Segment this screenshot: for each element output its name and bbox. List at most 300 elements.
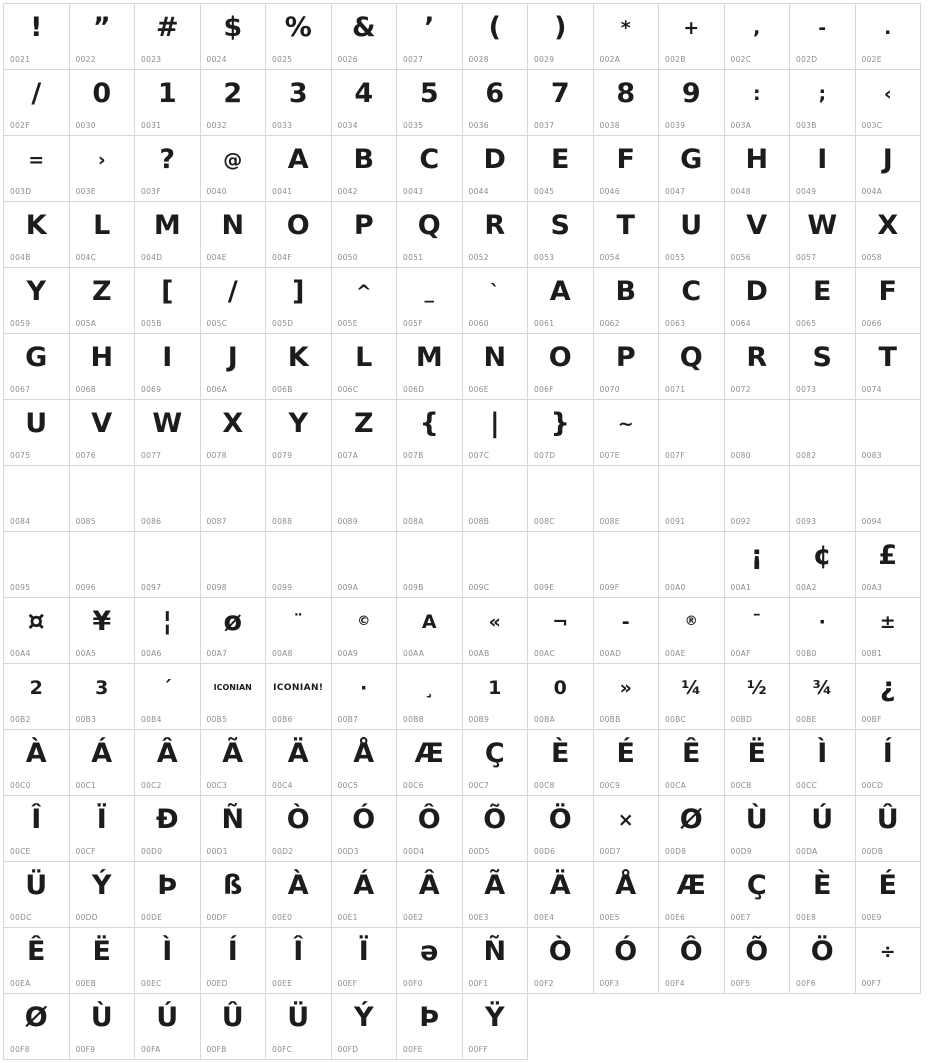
glyph-cell[interactable] (332, 70, 398, 136)
glyph-cell[interactable] (332, 466, 398, 532)
glyph-cell[interactable] (135, 136, 201, 202)
glyph-cell[interactable] (4, 862, 70, 928)
glyph-cell[interactable] (201, 466, 267, 532)
glyph-cell[interactable] (397, 532, 463, 598)
glyph-character: Õ (483, 804, 507, 835)
glyph-cell[interactable] (397, 796, 463, 862)
glyph-cell[interactable] (594, 202, 660, 268)
glyph-codepoint: 00AC (534, 649, 555, 658)
glyph-cell[interactable] (266, 598, 332, 664)
glyph-cell[interactable] (135, 334, 201, 400)
glyph-cell[interactable] (397, 202, 463, 268)
glyph-cell[interactable] (201, 664, 267, 730)
glyph-cell[interactable] (201, 994, 267, 1060)
glyph-cell[interactable] (332, 928, 398, 994)
glyph-cell[interactable] (135, 730, 201, 796)
glyph-codepoint: 007D (534, 451, 556, 460)
glyph-cell[interactable] (659, 202, 725, 268)
glyph-cell[interactable] (4, 4, 70, 70)
glyph-cell[interactable] (135, 466, 201, 532)
glyph-cell[interactable] (528, 268, 594, 334)
glyph-codepoint: 0063 (665, 319, 686, 328)
glyph-cell[interactable] (594, 4, 660, 70)
glyph-cell[interactable] (856, 664, 922, 730)
glyph-cell[interactable] (594, 268, 660, 334)
glyph-cell[interactable] (790, 70, 856, 136)
glyph-cell[interactable] (135, 862, 201, 928)
glyph-character: @ (223, 149, 243, 171)
glyph-cell[interactable] (201, 928, 267, 994)
glyph-cell[interactable] (266, 532, 332, 598)
glyph-codepoint: 0079 (272, 451, 293, 460)
glyph-cell[interactable] (594, 928, 660, 994)
glyph-cell[interactable] (725, 334, 791, 400)
glyph-codepoint: 00F5 (730, 979, 751, 988)
glyph-codepoint: 002D (796, 55, 818, 64)
glyph-cell[interactable] (135, 598, 201, 664)
glyph-cell[interactable] (594, 730, 660, 796)
glyph-cell[interactable] (201, 532, 267, 598)
glyph-cell[interactable] (332, 136, 398, 202)
glyph-cell[interactable] (790, 862, 856, 928)
glyph-cell[interactable] (266, 202, 332, 268)
glyph-cell[interactable] (135, 268, 201, 334)
glyph-cell[interactable] (201, 796, 267, 862)
glyph-cell[interactable] (397, 334, 463, 400)
glyph-character: S (812, 342, 832, 373)
glyph-cell[interactable] (332, 268, 398, 334)
glyph-character: H (90, 342, 114, 373)
glyph-cell[interactable] (266, 730, 332, 796)
glyph-cell[interactable] (4, 994, 70, 1060)
glyph-cell[interactable] (463, 268, 529, 334)
glyph-cell[interactable] (528, 532, 594, 598)
glyph-cell[interactable] (725, 70, 791, 136)
glyph-cell[interactable] (266, 928, 332, 994)
glyph-cell[interactable] (332, 202, 398, 268)
glyph-cell[interactable] (659, 466, 725, 532)
glyph-cell[interactable] (725, 4, 791, 70)
glyph-codepoint: 00F4 (665, 979, 685, 988)
glyph-cell[interactable] (201, 268, 267, 334)
glyph-codepoint: 0031 (141, 121, 162, 130)
glyph-cell[interactable] (70, 202, 136, 268)
glyph-cell[interactable] (725, 532, 791, 598)
glyph-cell[interactable] (135, 532, 201, 598)
glyph-cell[interactable] (659, 334, 725, 400)
glyph-cell[interactable] (266, 136, 332, 202)
glyph-cell[interactable] (463, 202, 529, 268)
glyph-cell[interactable] (70, 334, 136, 400)
glyph-cell[interactable] (266, 70, 332, 136)
glyph-cell[interactable] (528, 796, 594, 862)
glyph-cell[interactable] (725, 664, 791, 730)
glyph-cell[interactable] (594, 466, 660, 532)
glyph-character: ` (490, 281, 500, 303)
glyph-cell[interactable] (856, 70, 922, 136)
glyph-codepoint: 005C (206, 319, 228, 328)
glyph-cell[interactable] (528, 598, 594, 664)
glyph-cell[interactable] (790, 928, 856, 994)
glyph-character: 3 (288, 78, 308, 109)
glyph-codepoint: 00E9 (861, 913, 882, 922)
glyph-character: · (360, 677, 368, 699)
glyph-cell[interactable] (4, 136, 70, 202)
glyph-cell[interactable] (528, 466, 594, 532)
glyph-cell[interactable] (463, 136, 529, 202)
glyph-codepoint: 0087 (206, 517, 227, 526)
glyph-codepoint: 0092 (730, 517, 751, 526)
glyph-character: O (548, 342, 572, 373)
glyph-cell[interactable] (856, 268, 922, 334)
glyph-codepoint: 00A4 (10, 649, 31, 658)
glyph-cell[interactable] (659, 862, 725, 928)
glyph-cell[interactable] (725, 400, 791, 466)
glyph-cell[interactable] (528, 202, 594, 268)
glyph-cell[interactable] (70, 862, 136, 928)
glyph-character: Ó (352, 804, 376, 835)
glyph-cell[interactable] (463, 928, 529, 994)
glyph-cell[interactable] (594, 334, 660, 400)
glyph-character: ICONIAN (213, 683, 252, 692)
glyph-cell[interactable] (594, 598, 660, 664)
glyph-cell[interactable] (725, 268, 791, 334)
glyph-cell[interactable] (332, 334, 398, 400)
glyph-cell[interactable] (528, 334, 594, 400)
glyph-cell[interactable] (397, 268, 463, 334)
glyph-codepoint: 007F (665, 451, 685, 460)
glyph-cell[interactable] (135, 4, 201, 70)
glyph-cell[interactable] (4, 466, 70, 532)
glyph-cell[interactable] (594, 70, 660, 136)
glyph-codepoint: 00C8 (534, 781, 555, 790)
glyph-cell[interactable] (528, 862, 594, 928)
glyph-cell[interactable] (528, 4, 594, 70)
glyph-character: Ç (746, 870, 767, 901)
glyph-cell[interactable] (790, 532, 856, 598)
glyph-codepoint: 006F (534, 385, 554, 394)
glyph-cell[interactable] (856, 928, 922, 994)
glyph-cell[interactable] (725, 730, 791, 796)
glyph-cell[interactable] (790, 136, 856, 202)
glyph-cell[interactable] (790, 466, 856, 532)
glyph-character: A (421, 611, 437, 633)
glyph-cell[interactable] (725, 598, 791, 664)
glyph-character: M (153, 210, 181, 241)
glyph-cell[interactable] (594, 136, 660, 202)
glyph-codepoint: 00D7 (599, 847, 621, 856)
glyph-cell[interactable] (725, 202, 791, 268)
glyph-cell[interactable] (790, 268, 856, 334)
glyph-codepoint: 00AF (730, 649, 751, 658)
glyph-cell[interactable] (266, 4, 332, 70)
glyph-cell[interactable] (70, 70, 136, 136)
glyph-cell[interactable] (594, 400, 660, 466)
glyph-cell[interactable] (70, 796, 136, 862)
glyph-character: / (227, 276, 238, 307)
glyph-cell[interactable] (4, 664, 70, 730)
glyph-cell[interactable] (4, 598, 70, 664)
glyph-cell[interactable] (528, 70, 594, 136)
glyph-cell[interactable] (659, 730, 725, 796)
glyph-cell[interactable] (397, 664, 463, 730)
glyph-cell[interactable] (594, 532, 660, 598)
glyph-cell[interactable] (4, 796, 70, 862)
glyph-cell[interactable] (70, 532, 136, 598)
glyph-cell[interactable] (332, 796, 398, 862)
glyph-codepoint: 002A (599, 55, 621, 64)
glyph-cell[interactable] (790, 4, 856, 70)
glyph-codepoint: 00B7 (337, 715, 359, 724)
glyph-character: Ì (817, 738, 828, 769)
glyph-cell[interactable] (725, 466, 791, 532)
glyph-codepoint: 0046 (599, 187, 620, 196)
glyph-cell[interactable] (135, 796, 201, 862)
glyph-cell[interactable] (70, 730, 136, 796)
glyph-cell[interactable] (463, 664, 529, 730)
glyph-cell[interactable] (266, 796, 332, 862)
glyph-cell[interactable] (397, 730, 463, 796)
glyph-cell[interactable] (266, 268, 332, 334)
glyph-cell[interactable] (70, 466, 136, 532)
glyph-cell[interactable] (70, 136, 136, 202)
glyph-codepoint: 00CC (796, 781, 818, 790)
glyph-cell[interactable] (4, 334, 70, 400)
glyph-cell[interactable] (463, 598, 529, 664)
glyph-codepoint: 00A2 (796, 583, 817, 592)
glyph-cell[interactable] (790, 400, 856, 466)
glyph-codepoint: 00CD (861, 781, 884, 790)
glyph-character: ə (420, 936, 439, 967)
glyph-cell[interactable] (397, 994, 463, 1060)
glyph-character: 5 (419, 78, 439, 109)
glyph-cell[interactable] (725, 862, 791, 928)
glyph-cell[interactable] (397, 400, 463, 466)
glyph-character: Õ (745, 936, 769, 967)
glyph-cell[interactable] (594, 796, 660, 862)
glyph-character: 3 (95, 677, 109, 699)
glyph-cell[interactable] (4, 400, 70, 466)
glyph-cell[interactable] (332, 994, 398, 1060)
glyph-cell[interactable] (70, 268, 136, 334)
glyph-cell[interactable] (135, 928, 201, 994)
glyph-cell[interactable] (70, 4, 136, 70)
glyph-codepoint: 0029 (534, 55, 555, 64)
glyph-codepoint: 0069 (141, 385, 162, 394)
glyph-cell[interactable] (4, 202, 70, 268)
glyph-character: E (551, 144, 570, 175)
glyph-cell[interactable] (70, 994, 136, 1060)
glyph-character: Ö (810, 936, 834, 967)
glyph-cell[interactable] (463, 4, 529, 70)
glyph-cell[interactable] (528, 664, 594, 730)
glyph-character: Ú (156, 1002, 179, 1033)
glyph-cell[interactable] (659, 136, 725, 202)
glyph-cell[interactable] (397, 928, 463, 994)
glyph-cell[interactable] (790, 730, 856, 796)
glyph-cell[interactable] (266, 994, 332, 1060)
glyph-cell[interactable] (266, 862, 332, 928)
glyph-cell[interactable] (201, 400, 267, 466)
glyph-cell[interactable] (463, 730, 529, 796)
glyph-cell[interactable] (201, 598, 267, 664)
glyph-cell[interactable] (856, 202, 922, 268)
glyph-cell[interactable] (266, 664, 332, 730)
glyph-cell[interactable] (332, 598, 398, 664)
glyph-character: 1 (157, 78, 177, 109)
glyph-codepoint: 00F2 (534, 979, 554, 988)
glyph-codepoint: 0049 (796, 187, 817, 196)
glyph-cell[interactable] (135, 70, 201, 136)
glyph-cell[interactable] (659, 400, 725, 466)
glyph-codepoint: 009E (534, 583, 555, 592)
glyph-character: ~ (617, 413, 634, 435)
glyph-character: ; (818, 83, 827, 105)
glyph-character: ^ (355, 281, 372, 303)
glyph-cell[interactable] (135, 202, 201, 268)
glyph-character: ’ (424, 12, 435, 43)
glyph-cell[interactable] (4, 268, 70, 334)
glyph-cell[interactable] (725, 928, 791, 994)
glyph-cell[interactable] (659, 928, 725, 994)
glyph-cell[interactable] (201, 862, 267, 928)
glyph-cell[interactable] (659, 796, 725, 862)
glyph-codepoint: 00B0 (796, 649, 817, 658)
glyph-character: * (620, 17, 631, 39)
glyph-cell[interactable] (70, 664, 136, 730)
glyph-cell[interactable] (790, 334, 856, 400)
glyph-cell[interactable] (397, 466, 463, 532)
glyph-character: È (551, 738, 570, 769)
glyph-character: C (681, 276, 702, 307)
glyph-cell[interactable] (201, 202, 267, 268)
glyph-cell[interactable] (397, 862, 463, 928)
glyph-cell[interactable] (528, 136, 594, 202)
glyph-cell[interactable] (790, 598, 856, 664)
glyph-cell[interactable] (201, 4, 267, 70)
glyph-cell[interactable] (397, 4, 463, 70)
glyph-character: ® (684, 614, 698, 629)
glyph-cell[interactable] (856, 862, 922, 928)
glyph-cell[interactable] (463, 994, 529, 1060)
glyph-codepoint: 00E2 (403, 913, 424, 922)
glyph-cell[interactable] (790, 796, 856, 862)
glyph-codepoint: 00CF (75, 847, 96, 856)
glyph-cell[interactable] (463, 862, 529, 928)
glyph-cell[interactable] (397, 136, 463, 202)
glyph-character: Ã (222, 738, 244, 769)
glyph-cell[interactable] (659, 532, 725, 598)
glyph-cell[interactable] (397, 70, 463, 136)
glyph-cell[interactable] (856, 796, 922, 862)
glyph-cell[interactable] (790, 664, 856, 730)
glyph-cell[interactable] (70, 598, 136, 664)
glyph-cell[interactable] (856, 4, 922, 70)
glyph-cell[interactable] (856, 598, 922, 664)
glyph-cell[interactable] (4, 928, 70, 994)
glyph-cell[interactable] (201, 730, 267, 796)
glyph-codepoint: 0060 (468, 319, 489, 328)
glyph-codepoint: 00BE (796, 715, 817, 724)
glyph-cell[interactable] (463, 532, 529, 598)
glyph-cell[interactable] (332, 400, 398, 466)
glyph-cell[interactable] (332, 4, 398, 70)
glyph-character: - (621, 611, 630, 633)
glyph-cell[interactable] (332, 730, 398, 796)
glyph-cell[interactable] (135, 664, 201, 730)
glyph-cell[interactable] (659, 4, 725, 70)
glyph-cell[interactable] (332, 664, 398, 730)
glyph-cell[interactable] (463, 796, 529, 862)
glyph-cell[interactable] (594, 664, 660, 730)
glyph-cell[interactable] (463, 466, 529, 532)
glyph-character: N (221, 210, 245, 241)
glyph-cell[interactable] (266, 466, 332, 532)
glyph-codepoint: 0059 (10, 319, 31, 328)
glyph-cell[interactable] (528, 730, 594, 796)
glyph-cell[interactable] (463, 70, 529, 136)
glyph-cell[interactable] (463, 334, 529, 400)
glyph-cell[interactable] (201, 334, 267, 400)
glyph-cell[interactable] (135, 994, 201, 1060)
glyph-codepoint: 0045 (534, 187, 555, 196)
glyph-cell[interactable] (856, 730, 922, 796)
glyph-character: $ (223, 12, 243, 43)
glyph-cell[interactable] (659, 268, 725, 334)
glyph-cell[interactable] (4, 730, 70, 796)
glyph-cell[interactable] (659, 70, 725, 136)
glyph-cell[interactable] (70, 400, 136, 466)
glyph-cell[interactable] (790, 202, 856, 268)
glyph-cell[interactable] (528, 928, 594, 994)
glyph-cell[interactable] (332, 862, 398, 928)
glyph-codepoint: 0025 (272, 55, 293, 64)
glyph-cell[interactable] (725, 796, 791, 862)
glyph-cell[interactable] (397, 598, 463, 664)
glyph-cell[interactable] (70, 928, 136, 994)
glyph-cell[interactable] (528, 400, 594, 466)
glyph-codepoint: 0034 (337, 121, 358, 130)
glyph-cell[interactable] (594, 862, 660, 928)
glyph-cell[interactable] (659, 598, 725, 664)
glyph-cell[interactable] (332, 532, 398, 598)
glyph-cell[interactable] (856, 532, 922, 598)
glyph-codepoint: 0085 (75, 517, 96, 526)
glyph-cell[interactable] (463, 400, 529, 466)
glyph-cell[interactable] (659, 664, 725, 730)
glyph-cell[interactable] (856, 400, 922, 466)
glyph-codepoint: 007C (468, 451, 490, 460)
glyph-cell[interactable] (856, 334, 922, 400)
glyph-cell[interactable] (856, 136, 922, 202)
glyph-cell[interactable] (266, 334, 332, 400)
glyph-cell[interactable] (4, 70, 70, 136)
glyph-cell[interactable] (135, 400, 201, 466)
glyph-codepoint: 00D6 (534, 847, 556, 856)
glyph-codepoint: 00C7 (468, 781, 490, 790)
glyph-character: È (813, 870, 832, 901)
glyph-cell[interactable] (4, 532, 70, 598)
glyph-cell[interactable] (201, 136, 267, 202)
glyph-character: Ô (417, 804, 441, 835)
glyph-codepoint: 0035 (403, 121, 424, 130)
glyph-cell[interactable] (266, 400, 332, 466)
glyph-codepoint: 00DD (75, 913, 98, 922)
glyph-cell[interactable] (725, 136, 791, 202)
glyph-cell[interactable] (856, 466, 922, 532)
glyph-cell[interactable] (201, 70, 267, 136)
glyph-codepoint: 0028 (468, 55, 489, 64)
